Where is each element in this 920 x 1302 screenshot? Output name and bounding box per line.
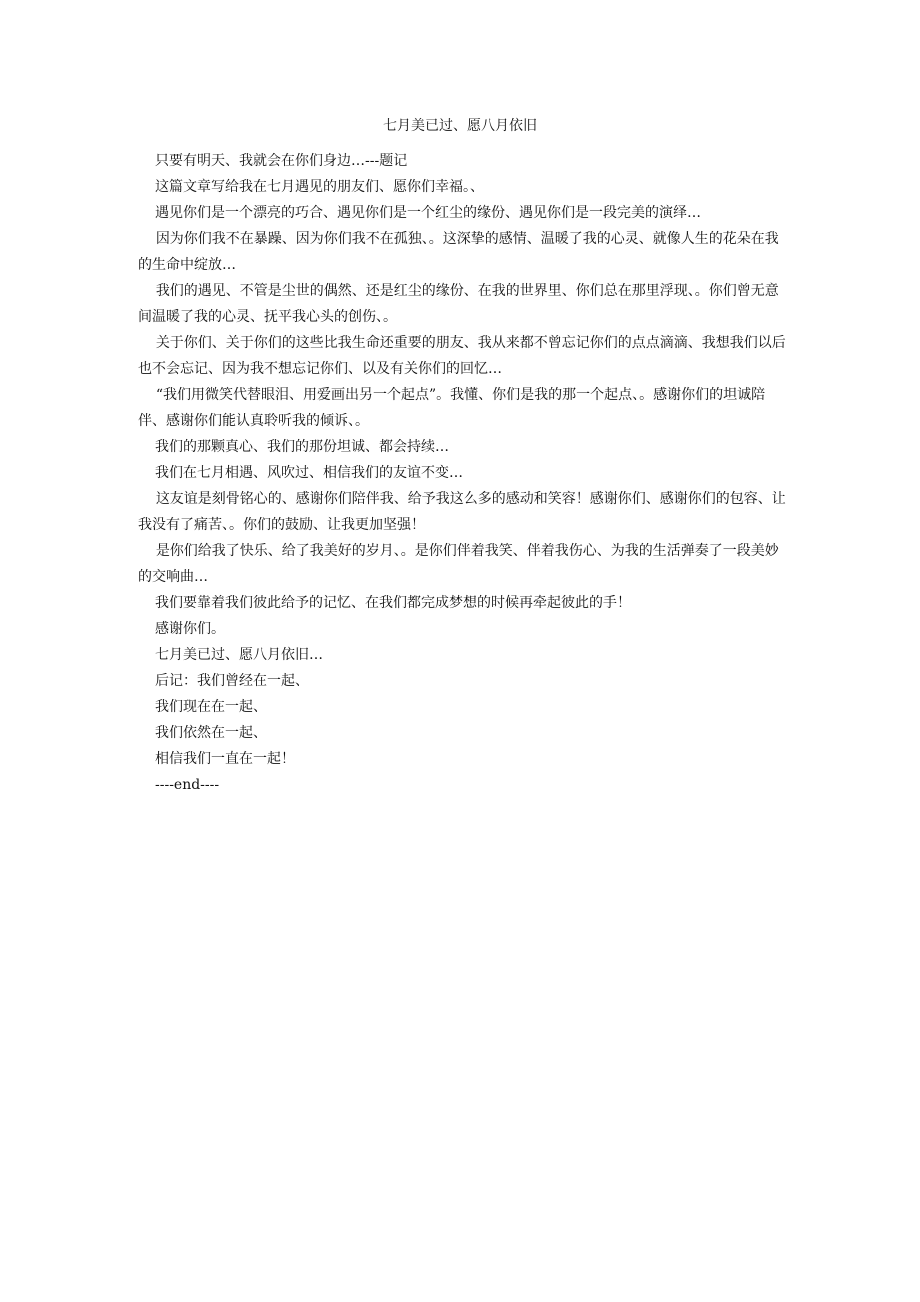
document-body xyxy=(138,148,786,798)
body-paragraph: 是你们给我了快乐、给了我美好的岁月、。是你们伴着我笑、伴着我伤心、为我的生活弹奏了一段美妙的交响曲… xyxy=(138,543,779,585)
body-paragraph: 我们要靠着我们彼此给予的记忆、在我们都完成梦想的时候再牵起彼此的手！ xyxy=(155,595,631,611)
postscript-paragraph: 我们依然在一起、 xyxy=(155,725,267,741)
body-paragraph: 这友谊是刻骨铭心的、感谢你们陪伴我、给予我这么多的感动和笑容！感谢你们、感谢你们的包容、让我没有了痛苦、。你们的鼓励、让我更加坚强！ xyxy=(138,491,786,533)
postscript-paragraph: 我们现在在一起、 xyxy=(155,699,267,715)
body-paragraph: 我们的那颗真心、我们的那份坦诚、都会持续… xyxy=(155,439,449,455)
body-paragraph: 我们的遇见、不管是尘世的偶然、还是红尘的缘份、在我的世界里、你们总在那里浮现、。你们曾无意间温暖了我的心灵、抚平我心头的创伤、。 xyxy=(138,283,779,325)
body-paragraph: 七月美已过、愿八月依旧… xyxy=(155,647,323,663)
end-marker: ----end---- xyxy=(155,777,220,793)
epigraph-paragraph: 只要有明天、我就会在你们身边…---题记 xyxy=(155,153,408,169)
body-paragraph: 关于你们、关于你们的这些比我生命还重要的朋友、我从来都不曾忘记你们的点点滴滴、我想我们以后也不会忘记、因为我不想忘记你们、以及有关你们的回忆… xyxy=(138,335,786,377)
body-paragraph: 因为你们我不在暴躁、因为你们我不在孤独、。这深挚的感情、温暖了我的心灵、就像人生的花朵在我的生命中绽放… xyxy=(138,231,779,273)
body-paragraph: 感谢你们。 xyxy=(155,621,225,637)
body-paragraph: “我们用微笑代替眼泪、用爱画出另一个起点”。我懂、你们是我的那一个起点、。感谢你们的坦诚陪伴、感谢你们能认真聆听我的倾诉、。 xyxy=(138,387,766,429)
document-title: 七月美已过、愿八月依旧 xyxy=(383,118,537,134)
postscript-paragraph: 相信我们一直在一起！ xyxy=(155,751,295,767)
body-paragraph: 遇见你们是一个漂亮的巧合、遇见你们是一个红尘的缘份、遇见你们是一段完美的演绎… xyxy=(155,205,701,221)
body-paragraph: 这篇文章写给我在七月遇见的朋友们、愿你们幸福。、 xyxy=(155,179,484,195)
postscript-paragraph: 后记：我们曾经在一起、 xyxy=(155,673,309,689)
body-paragraph: 我们在七月相遇、风吹过、相信我们的友谊不变… xyxy=(155,465,463,481)
